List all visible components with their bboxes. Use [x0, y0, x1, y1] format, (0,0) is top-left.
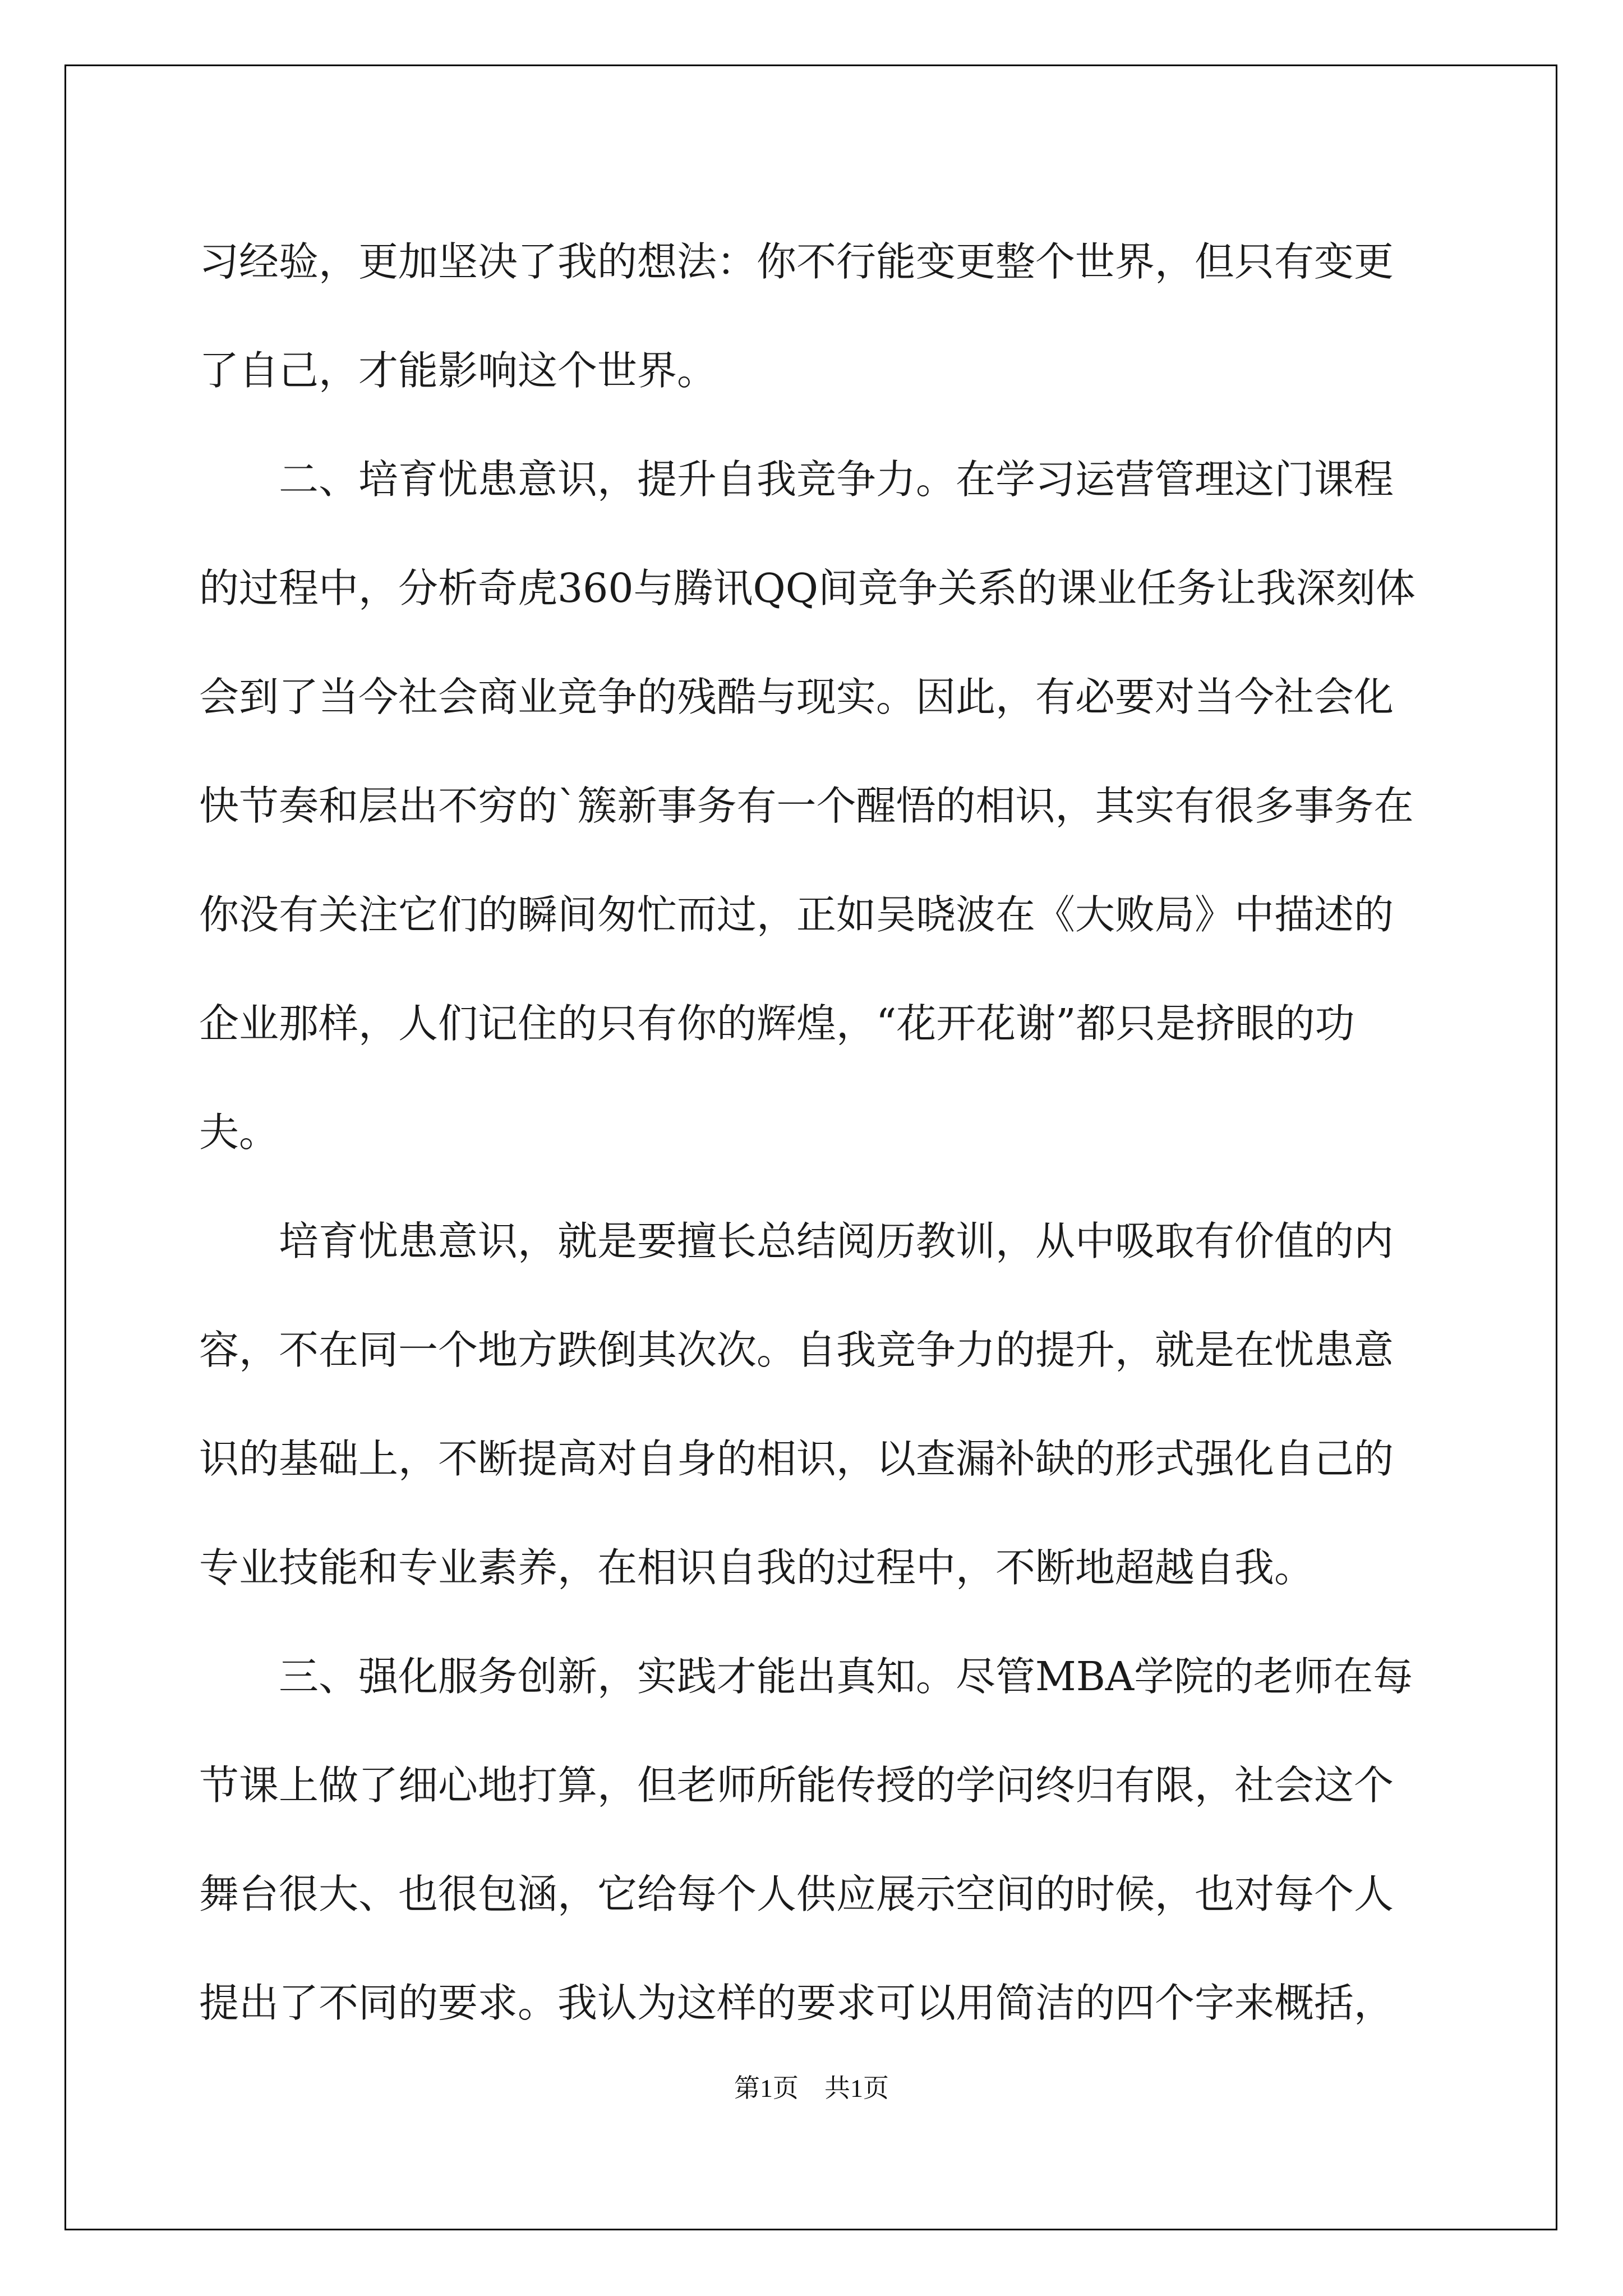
text-line: 的过程中，分析奇虎360与腾讯QQ间竞争关系的课业任务让我深刻体 — [199, 565, 1415, 611]
text-line: 舞台很大、也很包涵，它给每个人供应展示空间的时候，也对每个人 — [199, 1871, 1394, 1917]
text-line: 夫。 — [199, 1109, 279, 1156]
text-line: 会到了当今社会商业竞争的残酷与现实。因此，有必要对当今社会化 — [199, 674, 1394, 720]
text-line: 企业那样，人们记住的只有你的辉煌，“花开花谢”都只是挤眼的功 — [199, 1000, 1355, 1047]
document-body — [199, 208, 1427, 2058]
paragraph-heading-line: 二、培育忧患意识，提升自我竞争力。在学习运营管理这门课程 — [279, 456, 1394, 503]
text-line: 容，不在同一个地方跌倒其次次。自我竞争力的提升，就是在忧患意 — [199, 1327, 1394, 1373]
text-line: 你没有关注它们的瞬间匆忙而过，正如吴晓波在《大败局》中描述的 — [199, 891, 1394, 938]
text-line: 识的基础上，不断提高对自身的相识，以查漏补缺的形式强化自己的 — [199, 1435, 1394, 1482]
text-line: 专业技能和专业素养，在相识自我的过程中，不断地超越自我。 — [199, 1544, 1315, 1591]
text-line: 快节奏和层出不穷的`簇新事务有一个醒悟的相识，其实有很多事务在 — [199, 783, 1414, 829]
text-line: 提出了不同的要求。我认为这样的要求可以用简洁的四个字来概括， — [199, 1980, 1394, 2026]
text-line: 了自己，才能影响这个世界。 — [199, 347, 717, 394]
text-line: 节课上做了细心地打算，但老师所能传授的学问终归有限，社会这个 — [199, 1762, 1394, 1809]
text-line: 习经验，更加坚决了我的想法：你不行能变更整个世界，但只有变更 — [199, 238, 1394, 285]
paragraph-heading-line: 三、强化服务创新，实践才能出真知。尽管MBA学院的老师在每 — [279, 1653, 1413, 1700]
page-number-footer: 第1页 共1页 — [734, 2074, 889, 2102]
paragraph-start-line: 培育忧患意识，就是要擅长总结阅历教训，从中吸取有价值的内 — [279, 1218, 1394, 1264]
